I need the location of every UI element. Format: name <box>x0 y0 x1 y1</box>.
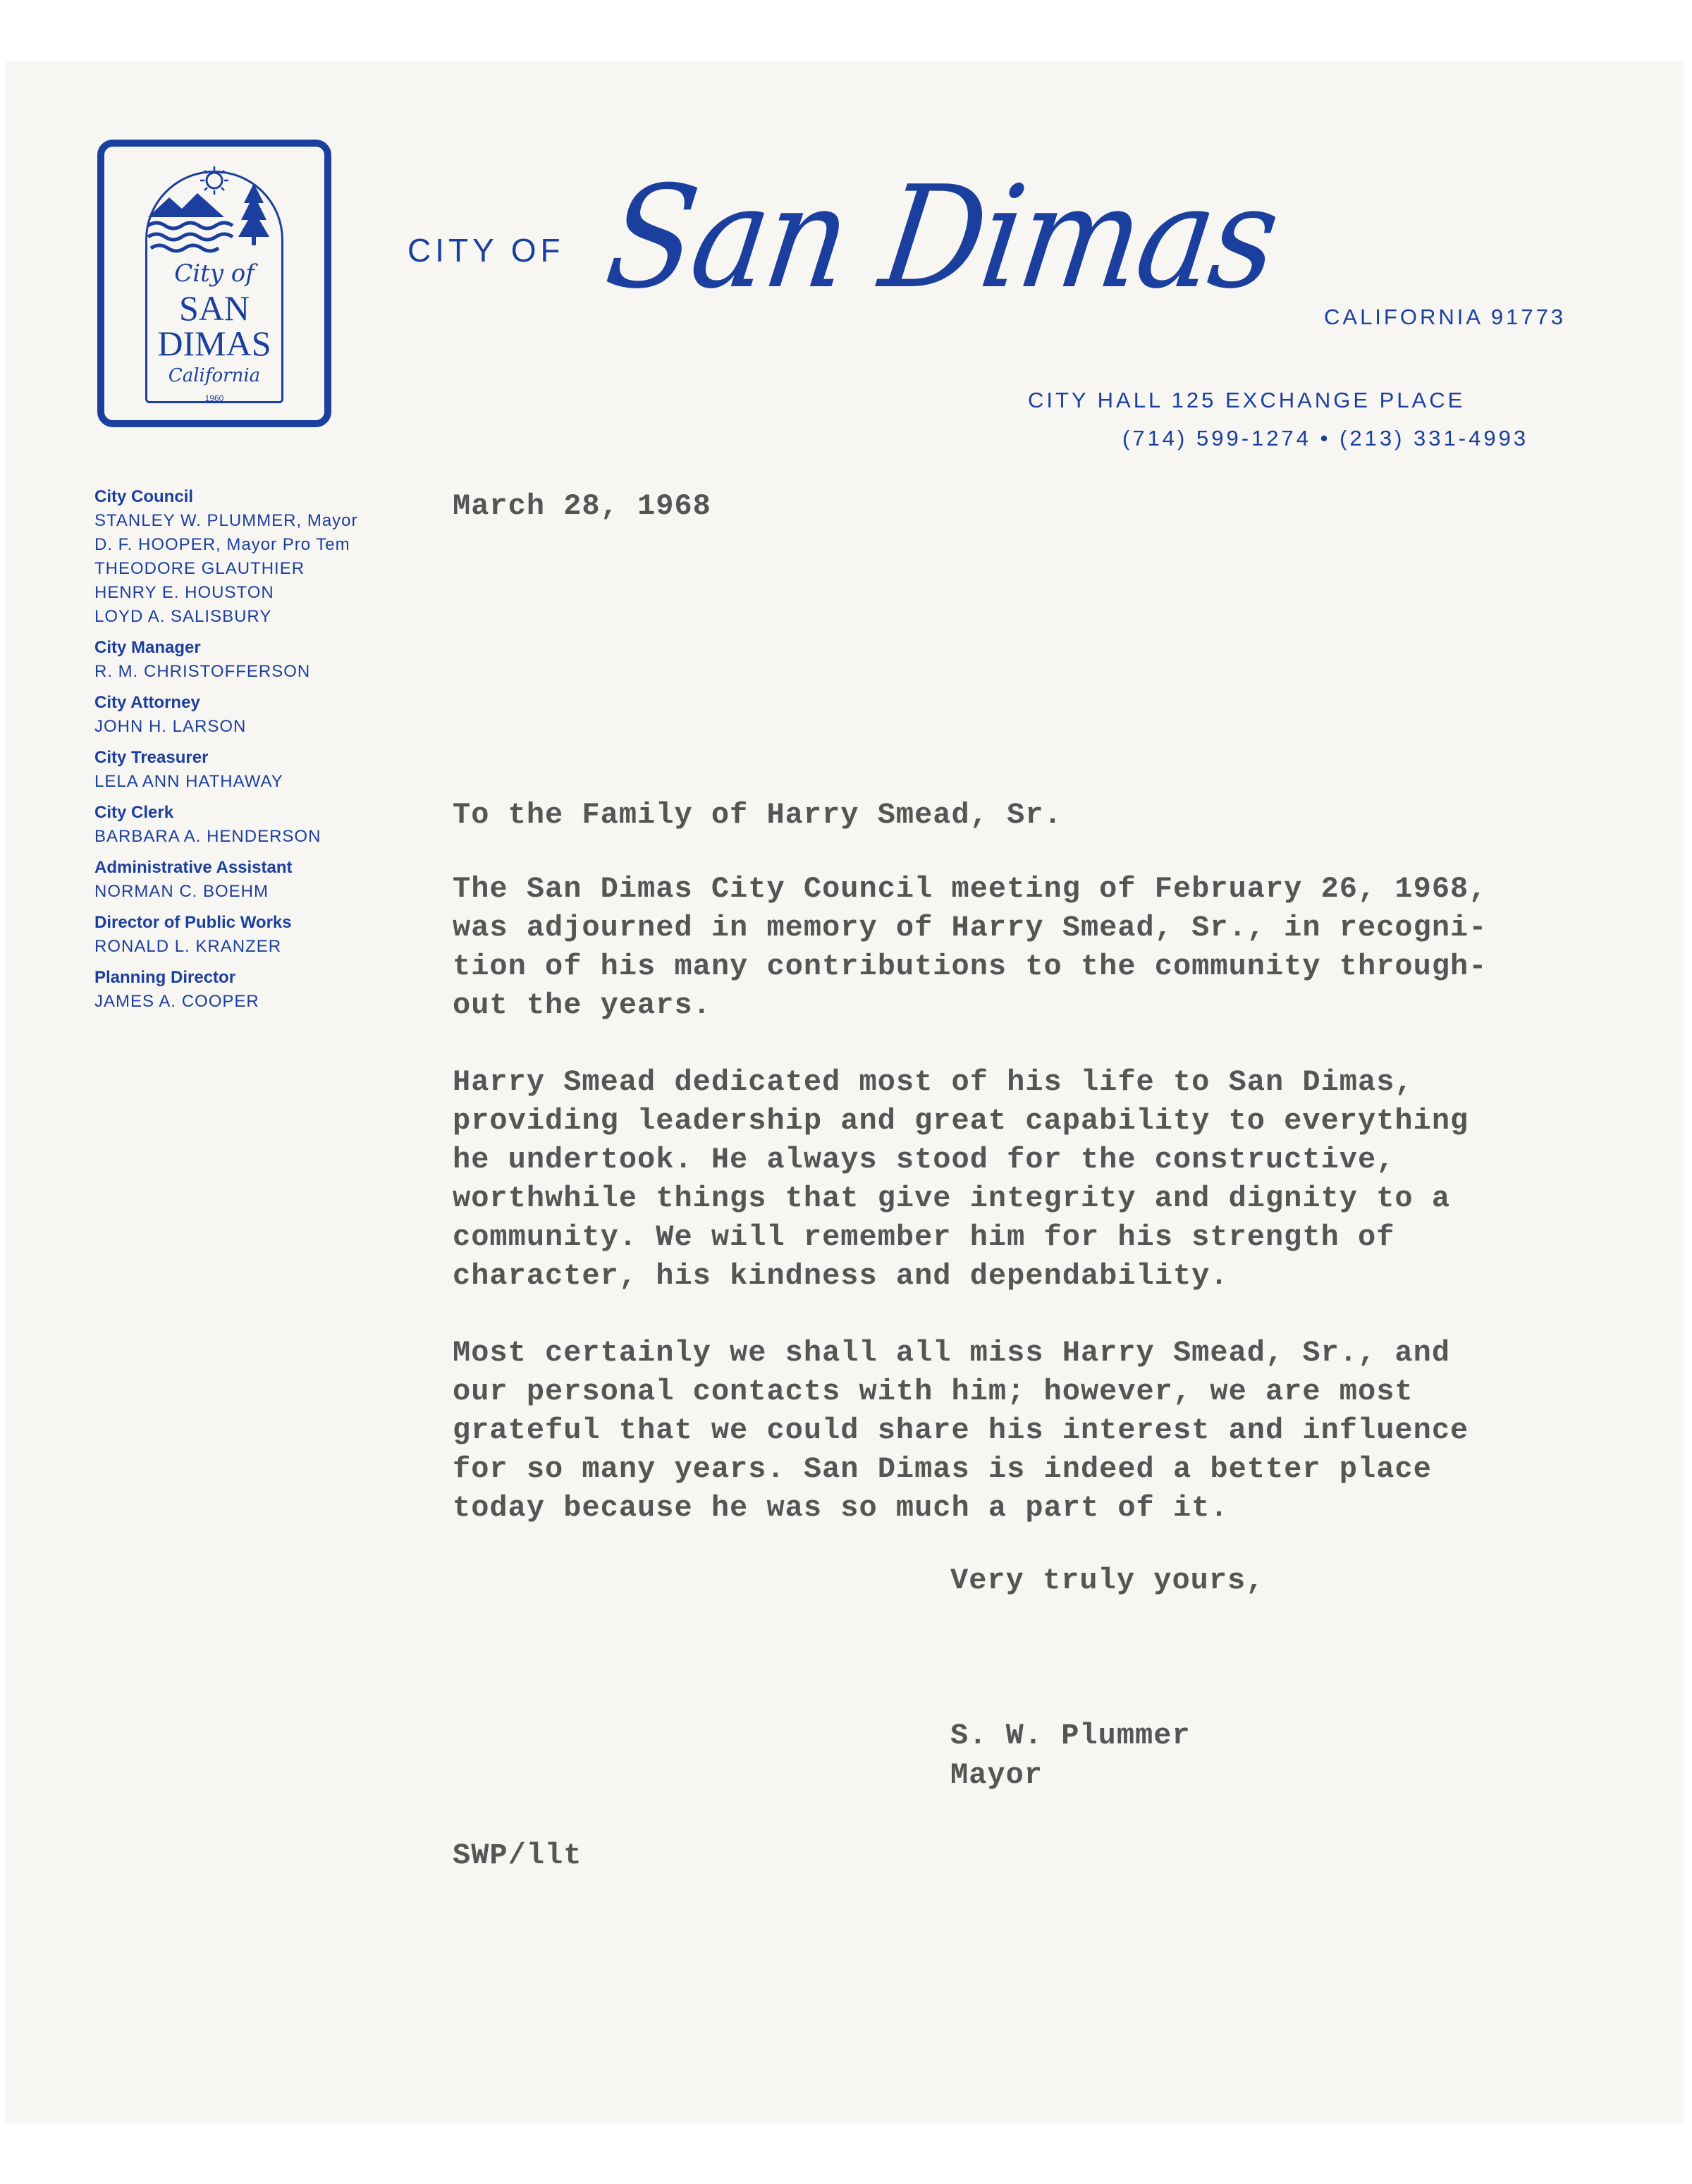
seal-city-of-text: City of <box>174 259 255 288</box>
official-name: LELA ANN HATHAWAY <box>94 772 283 791</box>
official-group-heading: City Attorney <box>94 693 200 712</box>
letterhead-city-name: San Dimas <box>597 156 1287 320</box>
letter-date: March 28, 1968 <box>453 489 711 523</box>
seal-state-text: California <box>168 365 261 386</box>
official-group <box>94 966 391 1014</box>
official-name: JAMES A. COOPER <box>94 992 259 1011</box>
letterhead-city-of: CITY OF <box>407 232 565 269</box>
official-name: STANLEY W. PLUMMER, Mayor <box>94 511 358 530</box>
official-group-heading: City Clerk <box>94 803 174 822</box>
official-group-heading: City Treasurer <box>94 748 209 767</box>
official-group <box>94 746 391 794</box>
official-group-heading: Director of Public Works <box>94 913 292 932</box>
official-name: HENRY E. HOUSTON <box>94 583 274 602</box>
official-group-heading: City Council <box>94 487 194 506</box>
reference-initials: SWP/llt <box>453 1839 582 1872</box>
letter-paragraph: Most certainly we shall all miss Harry Smead, Sr., and our personal contacts with him; however, we are most grateful that we could share his interest and influence for so many years. San Dimas is indeed a better place today because he was so much a part of it. <box>453 1336 1469 1525</box>
letterhead-phones: (714) 599-1274 • (213) 331-4993 <box>1122 426 1529 450</box>
official-name: D. F. HOOPER, Mayor Pro Tem <box>94 535 350 554</box>
officials-sidebar <box>94 485 391 1021</box>
official-name: BARBARA A. HENDERSON <box>94 827 321 846</box>
official-group <box>94 856 391 904</box>
seal-name-line1: SAN <box>178 288 250 328</box>
official-name: R. M. CHRISTOFFERSON <box>94 662 311 681</box>
official-group-heading: Planning Director <box>94 968 236 987</box>
official-name: LOYD A. SALISBURY <box>94 607 272 626</box>
seal-year-text: 1960 <box>204 393 224 403</box>
letterhead-state-zip: CALIFORNIA 91773 <box>1324 305 1567 329</box>
official-name: NORMAN C. BOEHM <box>94 882 269 901</box>
signer-name: S. W. Plummer <box>950 1719 1191 1753</box>
official-group <box>94 801 391 849</box>
signer-title: Mayor <box>950 1758 1043 1792</box>
official-group <box>94 485 391 629</box>
official-name: RONALD L. KRANZER <box>94 937 282 956</box>
official-group-heading: Administrative Assistant <box>94 858 293 877</box>
letter-paragraph: The San Dimas City Council meeting of February 26, 1968, was adjourned in memory of Harry Smead, Sr., in recogni- tion of his many contributions to the community through- out the years. <box>453 872 1488 1022</box>
seal-name-line2: DIMAS <box>157 324 271 363</box>
city-seal-logo <box>97 140 331 427</box>
official-group-heading: City Manager <box>94 638 201 657</box>
letter-closing: Very truly yours, <box>950 1564 1265 1597</box>
letter-page <box>6 62 1684 2123</box>
official-name: THEODORE GLAUTHIER <box>94 559 305 578</box>
letter-body <box>453 870 1567 1566</box>
official-group <box>94 636 391 684</box>
letter-salutation: To the Family of Harry Smead, Sr. <box>453 798 1062 832</box>
official-group <box>94 691 391 739</box>
letterhead-address: CITY HALL 125 EXCHANGE PLACE <box>1028 388 1466 412</box>
official-name: JOHN H. LARSON <box>94 717 247 736</box>
letter-paragraph: Harry Smead dedicated most of his life to San Dimas, providing leadership and great capability to everything he undertook. He always stood for the constructive, worthwhile things that give integrity and dignity to a community. We will remember him for his strength of character, his kindness and dependability. <box>453 1065 1469 1293</box>
signature-block <box>950 1716 1191 1795</box>
official-group <box>94 911 391 959</box>
